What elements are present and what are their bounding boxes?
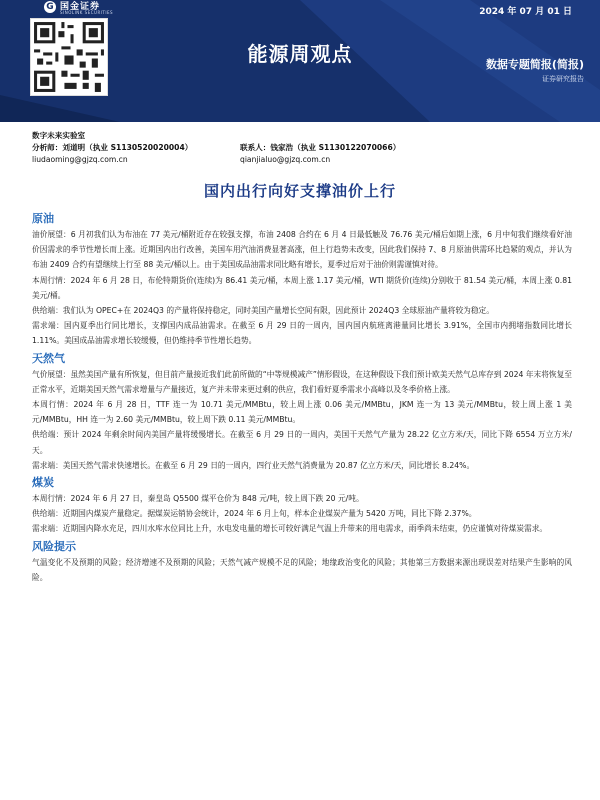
paragraph bbox=[32, 303, 572, 318]
para-text: 6 月初我们认为布油在 77 美元/桶附近存在较强支撑，布油 2408 合约在 6 月 4 日最低触及 76.76 美元/桶后如期上涨，6 月中旬我们继续看好油价因需求的季节性增长而上涨。近期国内出行改善，美国车用汽油消费显著高涨，但上行趋势未改变，因此我们保持 7、8 月原油供需环比趋紧的观点，并认为布油 2409 合约有望继续上行至 88 美元/桶以上。由于美国成品油需求同比略有增长，夏季过后对于油价则需谨慎对待。 bbox=[32, 230, 572, 270]
report-date: 2024 年 07 月 01 日 bbox=[479, 7, 572, 17]
para-text: 近期国内煤炭产量稳定。据煤炭运销协会统计，2024 年 6 月上旬，样本企业煤炭产量为 5420 万吨，同比下降 2.37%。 bbox=[62, 509, 477, 519]
para-label: 需求端： bbox=[32, 321, 64, 331]
contact-email[interactable]: qianjialuo@gjzq.com.cn bbox=[240, 155, 331, 164]
paragraph bbox=[32, 318, 572, 348]
report-title: 能源周观点 bbox=[247, 42, 353, 66]
paragraph bbox=[32, 227, 572, 273]
paragraph bbox=[32, 273, 572, 303]
report-header bbox=[0, 0, 600, 122]
section-crude-oil bbox=[32, 211, 572, 349]
logo-subtitle: SINOLINK SECURITIES bbox=[60, 10, 114, 15]
section-heading: 风险提示 bbox=[32, 539, 76, 553]
paragraph bbox=[32, 458, 572, 473]
paragraph bbox=[32, 555, 572, 585]
para-label: 本周行情： bbox=[32, 275, 71, 285]
report-department: 证券研究报告 bbox=[542, 75, 584, 83]
para-text: 气温变化不及预期的风险；经济增速不及预期的风险；天然气减产规模不足的风险；地缘政治变化的风险；其他第三方数据来源出现误差对结果产生影响的风险。 bbox=[32, 557, 572, 582]
paragraph bbox=[32, 367, 572, 397]
para-label: 供给端： bbox=[32, 509, 63, 519]
para-text: 预计 2024 年剩余时间内美国产量将缓慢增长。在截至 6 月 29 日的一周内，美国干天然气产量为 28.22 亿立方米/天，同比下降 6554 万立方米/天。 bbox=[32, 430, 572, 455]
para-label: 本周行情： bbox=[32, 400, 74, 410]
analyst-info bbox=[32, 130, 400, 166]
para-text: 2024 年 6 月 28 日，TTF 连一为 10.71 美元/MMBtu，较上周上涨 0.06 美元/MMBtu，JKM 连一为 13 美元/MMBtu，较上周上涨 1 美元/MMBtu，HH 连一为 2.60 美元/MMBtu，较上周下跌 0.11 美元/MMBtu。 bbox=[32, 400, 572, 425]
analyst-line: 分析师：刘道明（执业 S1130520020004） bbox=[32, 143, 193, 152]
para-label: 需求端： bbox=[32, 460, 63, 470]
para-text: 近期国内降水充足，四川水库水位同比上升，水电发电量的增长可较好满足气温上升带来的用电需求，雨季尚未结束，仍应谨慎对待煤炭需求。 bbox=[62, 524, 548, 534]
report-body bbox=[32, 209, 572, 585]
contact-line: 联系人：钱家浩（执业 S1130122070066） bbox=[240, 143, 401, 152]
section-heading: 煤炭 bbox=[32, 476, 54, 490]
section-natural-gas bbox=[32, 351, 572, 473]
team-name: 数字未来实验室 bbox=[32, 131, 86, 140]
para-label: 本周行情： bbox=[32, 494, 71, 504]
para-label: 供给端： bbox=[32, 306, 63, 316]
para-text: 2024 年 6 月 28 日，布伦特期货价(连续)为 86.41 美元/桶，本周上涨 1.17 美元/桶，WTI 期货价(连续)分别收于 81.54 美元/桶，本周上涨 0.81 美元/桶。 bbox=[32, 275, 572, 300]
para-text: 虽然美国产量有所恢复，但目前产量接近我们此前所做的“中等规模减产”情形假设，在这种假设下我们预计欧美天然气总库存到 2024 年末将恢复至正常水平，近期美国天然气需求增量与产量接近，复产并未带来更过剩的供应，我们看好夏季需求小高峰以及冬季价格上涨。 bbox=[32, 369, 572, 394]
paragraph bbox=[32, 427, 572, 457]
para-text: 美国天然气需求快速增长。在截至 6 月 29 日的一周内，四行业天然气消费量为 20.87 亿立方米/天，同比增长 8.24%。 bbox=[62, 460, 475, 470]
para-label: 气价展望： bbox=[32, 369, 71, 379]
para-text: 国内夏季出行同比增长，支撑国内成品油需求。在截至 6 月 29 日的一周内，国内国内航班离港量同比增长 3.91%，全国市内拥堵指数同比增长 1.11%。美国成品油需求增长较缓慢，但仍维持季节性增长趋势。 bbox=[32, 321, 572, 346]
document-title: 国内出行向好支撑油价上行 bbox=[203, 182, 396, 200]
paragraph bbox=[32, 397, 572, 427]
section-coal bbox=[32, 475, 572, 537]
section-heading: 原油 bbox=[32, 212, 54, 225]
section-risk-warning bbox=[32, 539, 572, 585]
logo-icon: G bbox=[44, 1, 56, 13]
para-label: 供给端： bbox=[32, 430, 64, 440]
paragraph bbox=[32, 506, 572, 521]
para-text: 我们认为 OPEC+在 2024Q3 的产量将保持稳定，同时美国产量增长空间有限，因此预计 2024Q3 全球原油产量将较为稳定。 bbox=[62, 306, 494, 316]
report-type: 数据专题简报(简报) bbox=[485, 58, 584, 71]
section-heading: 天然气 bbox=[32, 351, 65, 365]
para-text: 2024 年 6 月 27 日，秦皇岛 Q5500 煤平仓价为 848 元/吨，较上周下跌 20 元/吨。 bbox=[70, 494, 364, 504]
analyst-email[interactable]: liudaoming@gjzq.com.cn bbox=[32, 155, 128, 164]
para-label: 需求端： bbox=[32, 524, 63, 534]
paragraph bbox=[32, 521, 572, 536]
logo-text: 国金证券 bbox=[60, 1, 101, 12]
paragraph bbox=[32, 491, 572, 506]
para-label: 油价展望： bbox=[32, 230, 71, 239]
